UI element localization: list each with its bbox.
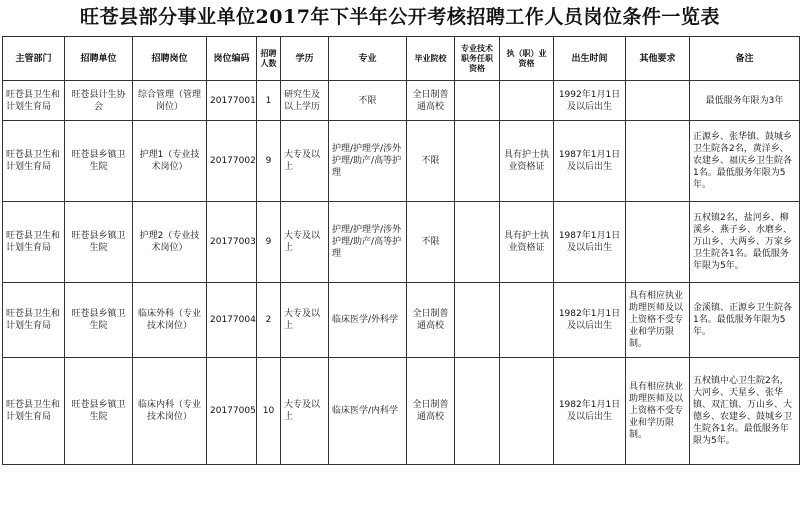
cell-edu: 研究生及以上学历: [281, 81, 329, 121]
cell-note: 最低服务年限为3年: [690, 81, 800, 121]
cell-birth: 1982年1月1日及以后出生: [554, 283, 626, 358]
cell-code: 20177004: [207, 283, 257, 358]
cell-edu: 大专及以上: [281, 283, 329, 358]
cell-dept: 旺苍县卫生和计划生育局: [3, 202, 65, 283]
cell-count: 1: [257, 81, 281, 121]
cell-unit: 旺苍县乡镇卫生院: [65, 202, 133, 283]
cell-qual: 具有护士执业资格证: [500, 202, 554, 283]
cell-note: 正源乡、张华镇、鼓城乡卫生院各2名，黄洋乡、农建乡、福庆乡卫生院各1名。最低服务年限为5年。: [690, 121, 800, 202]
header-tech: 专业技术职务任职资格: [455, 37, 500, 81]
cell-edu: 大专及以上: [281, 202, 329, 283]
cell-count: 9: [257, 202, 281, 283]
cell-major: 临床医学/外科学: [329, 283, 407, 358]
cell-tech: [455, 121, 500, 202]
cell-school: 不限: [407, 121, 455, 202]
cell-school: 全日制普通高校: [407, 283, 455, 358]
header-major: 专业: [329, 37, 407, 81]
cell-post: 临床内科（专业技术岗位）: [133, 358, 207, 465]
page-title: 旺苍县部分事业单位2017年下半年公开考核招聘工作人员岗位条件一览表: [80, 6, 720, 28]
cell-other: [626, 121, 690, 202]
cell-major: 护理/护理学/涉外护理/助产/高等护理: [329, 121, 407, 202]
cell-code: 20177001: [207, 81, 257, 121]
cell-birth: 1982年1月1日及以后出生: [554, 358, 626, 465]
header-note: 备注: [690, 37, 800, 81]
cell-note: 金溪镇、正源乡卫生院各1名。最低服务年限为5年。: [690, 283, 800, 358]
cell-unit: 旺苍县计生协会: [65, 81, 133, 121]
cell-tech: [455, 283, 500, 358]
cell-unit: 旺苍县乡镇卫生院: [65, 358, 133, 465]
cell-tech: [455, 81, 500, 121]
cell-dept: 旺苍县卫生和计划生育局: [3, 358, 65, 465]
cell-qual: 具有护士执业资格证: [500, 121, 554, 202]
table-row: [3, 121, 800, 202]
cell-edu: 大专及以上: [281, 358, 329, 465]
cell-code: 20177002: [207, 121, 257, 202]
cell-school: 全日制普通高校: [407, 81, 455, 121]
recruitment-table: [2, 36, 800, 465]
table-row: [3, 81, 800, 121]
cell-unit: 旺苍县乡镇卫生院: [65, 283, 133, 358]
header-qual: 执（职）业资格: [500, 37, 554, 81]
header-birth: 出生时间: [554, 37, 626, 81]
cell-edu: 大专及以上: [281, 121, 329, 202]
header-edu: 学历: [281, 37, 329, 81]
table-row: [3, 283, 800, 358]
cell-code: 20177003: [207, 202, 257, 283]
cell-count: 10: [257, 358, 281, 465]
cell-qual: [500, 81, 554, 121]
header-school: 毕业院校: [407, 37, 455, 81]
cell-note: 五权镇中心卫生院2名，大河乡、天星乡、张华镇、双汇镇、万山乡、大德乡、农建乡、鼓城乡卫生院各1名。最低服务年限为5年。: [690, 358, 800, 465]
cell-post: 综合管理（管理岗位）: [133, 81, 207, 121]
cell-major: 不限: [329, 81, 407, 121]
cell-count: 2: [257, 283, 281, 358]
cell-post: 护理1（专业技术岗位）: [133, 121, 207, 202]
cell-post: 护理2（专业技术岗位）: [133, 202, 207, 283]
cell-school: 不限: [407, 202, 455, 283]
cell-other: [626, 202, 690, 283]
header-count: 招聘人数: [257, 37, 281, 81]
cell-post: 临床外科（专业技术岗位）: [133, 283, 207, 358]
cell-other: [626, 81, 690, 121]
cell-note: 五权镇2名，盐河乡、柳溪乡、燕子乡、水磨乡、万山乡、大两乡、万家乡卫生院各1名。最低服务年限为5年。: [690, 202, 800, 283]
cell-birth: 1987年1月1日及以后出生: [554, 121, 626, 202]
header-other: 其他要求: [626, 37, 690, 81]
header-unit: 招聘单位: [65, 37, 133, 81]
cell-dept: 旺苍县卫生和计划生育局: [3, 81, 65, 121]
cell-birth: 1987年1月1日及以后出生: [554, 202, 626, 283]
cell-major: 护理/护理学/涉外护理/助产/高等护理: [329, 202, 407, 283]
header-row: [3, 37, 800, 81]
cell-school: 全日制普通高校: [407, 358, 455, 465]
cell-tech: [455, 358, 500, 465]
cell-other: 具有相应执业助理医师及以上资格不受专业和学历限制。: [626, 358, 690, 465]
cell-major: 临床医学/内科学: [329, 358, 407, 465]
header-dept: 主管部门: [3, 37, 65, 81]
header-post: 招聘岗位: [133, 37, 207, 81]
table-row: [3, 202, 800, 283]
header-code: 岗位编码: [207, 37, 257, 81]
cell-birth: 1992年1月1日及以后出生: [554, 81, 626, 121]
cell-count: 9: [257, 121, 281, 202]
cell-dept: 旺苍县卫生和计划生育局: [3, 283, 65, 358]
cell-code: 20177005: [207, 358, 257, 465]
cell-dept: 旺苍县卫生和计划生育局: [3, 121, 65, 202]
cell-other: 具有相应执业助理医师及以上资格不受专业和学历限制。: [626, 283, 690, 358]
cell-unit: 旺苍县乡镇卫生院: [65, 121, 133, 202]
cell-qual: [500, 283, 554, 358]
cell-qual: [500, 358, 554, 465]
table-row: [3, 358, 800, 465]
cell-tech: [455, 202, 500, 283]
